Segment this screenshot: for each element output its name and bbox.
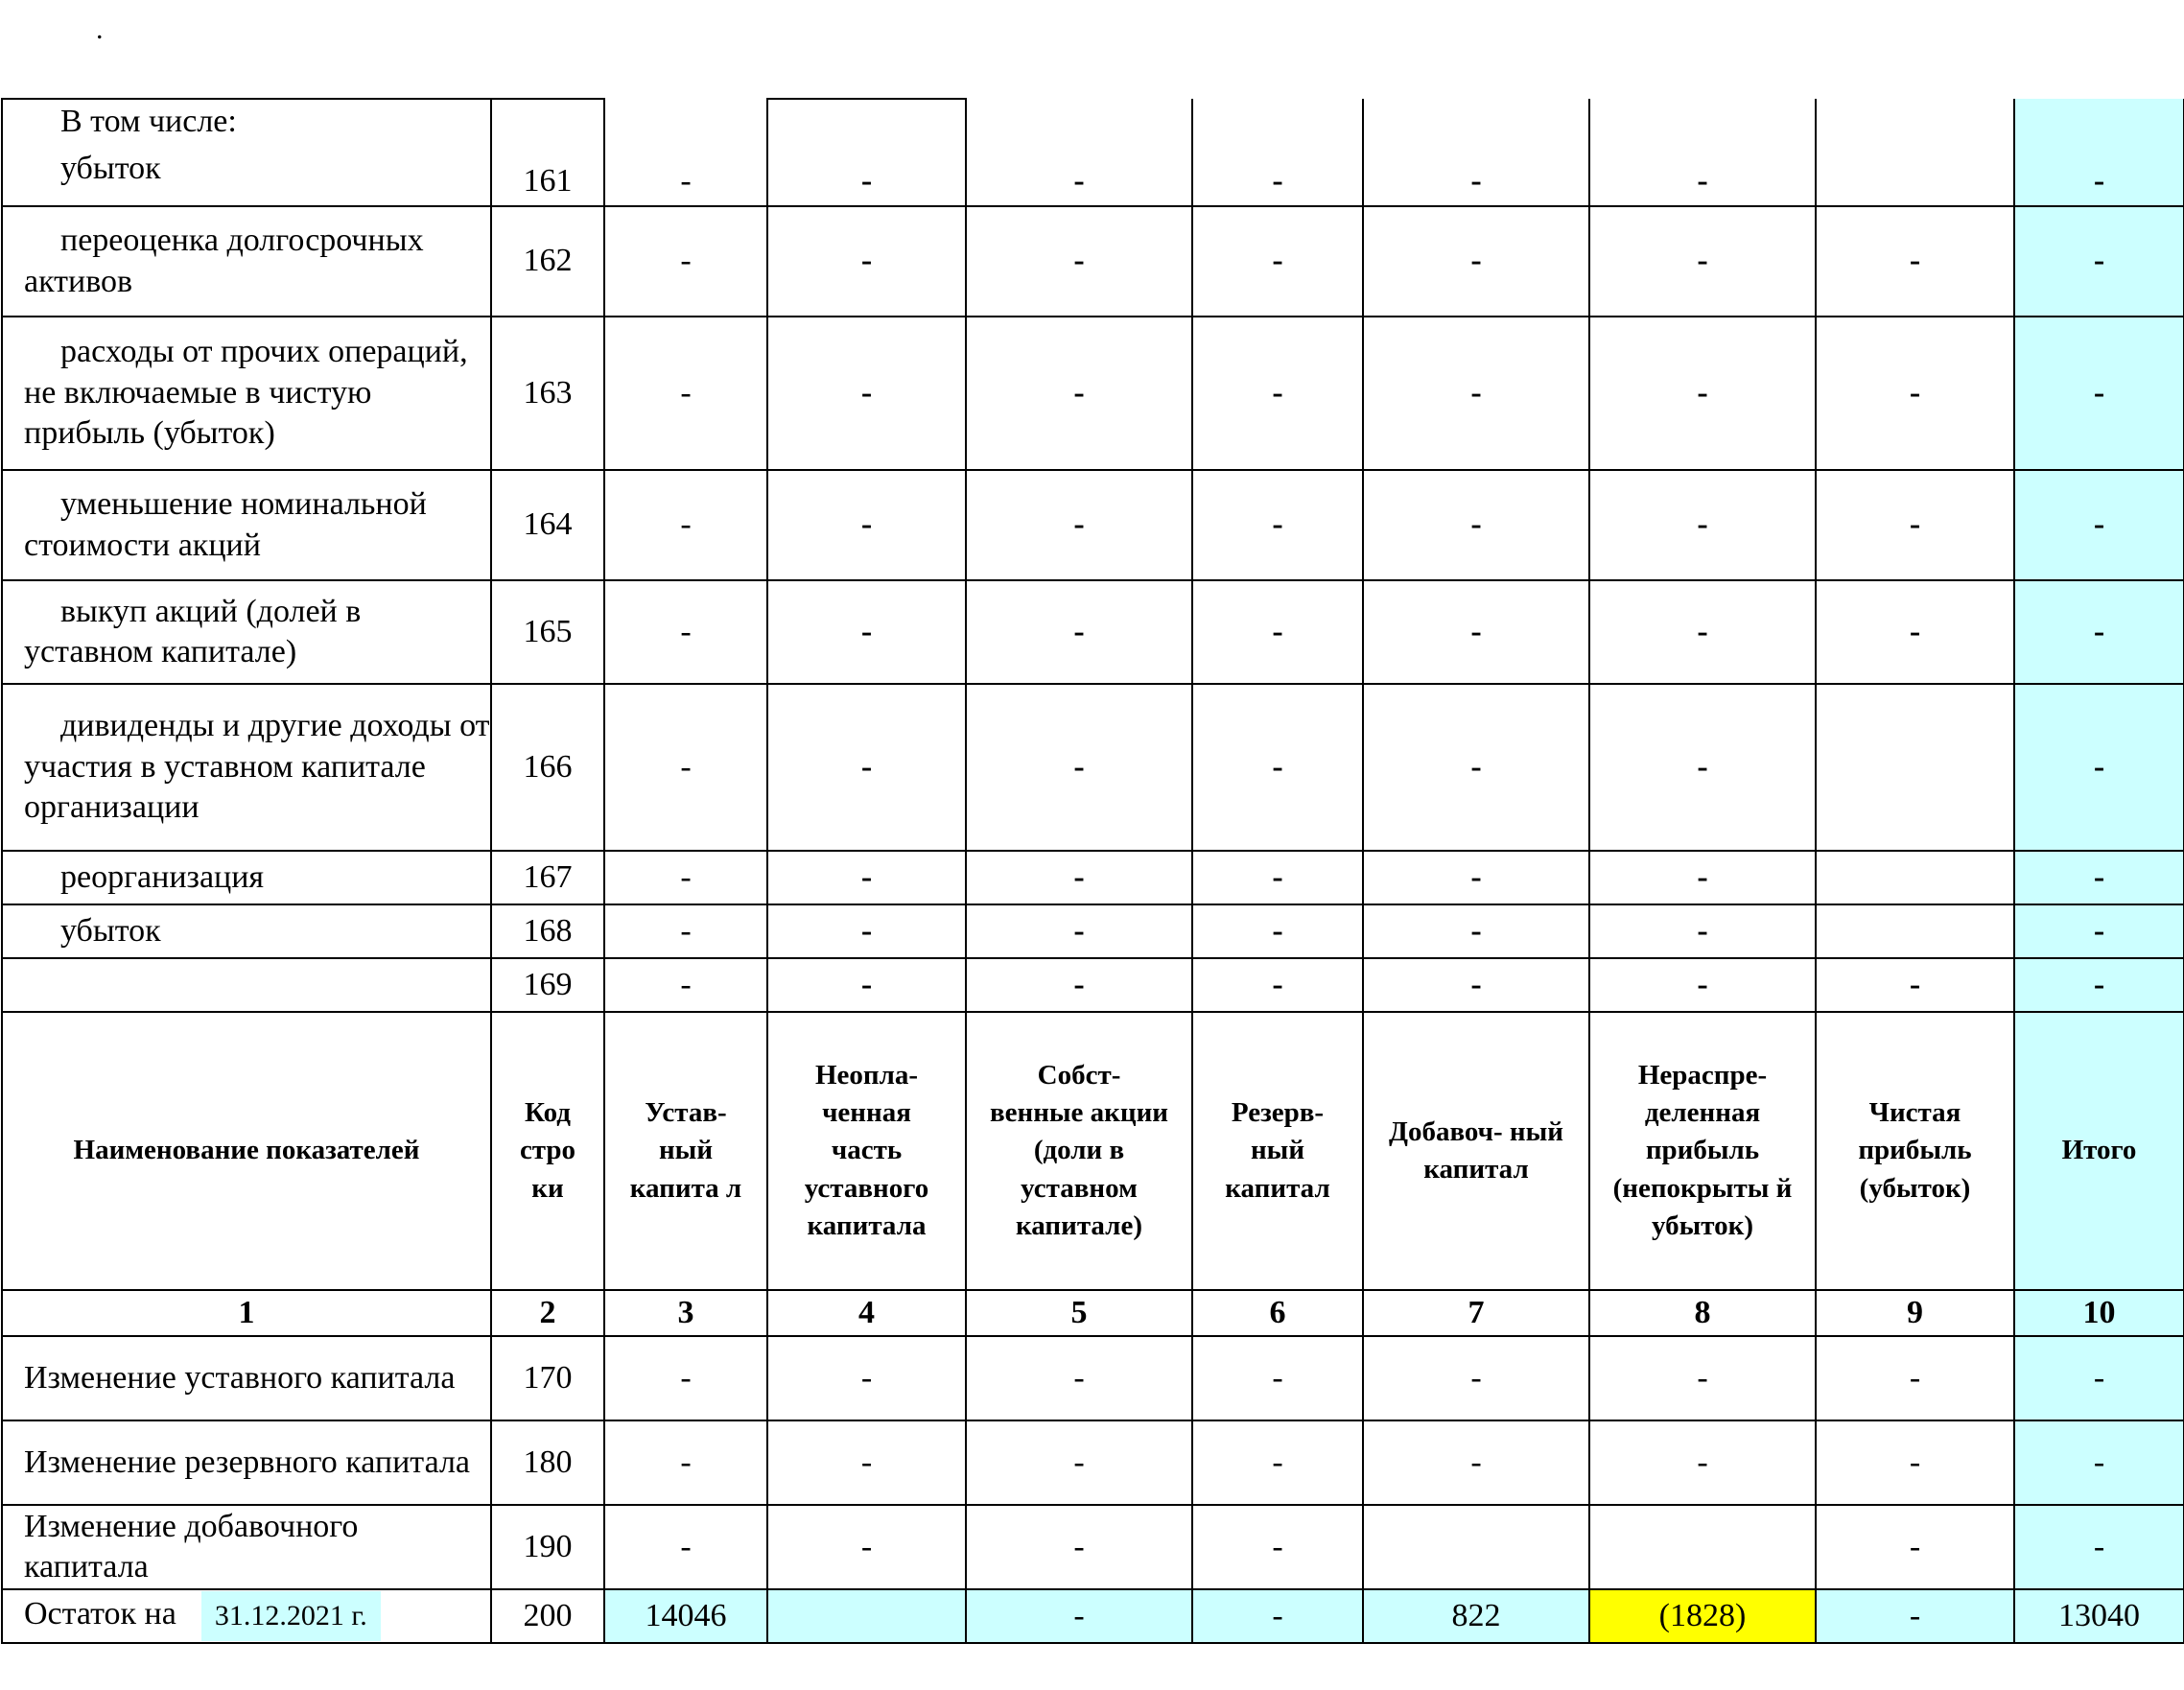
cell-col-10: -	[2014, 206, 2184, 317]
column-number-row	[2, 1290, 2184, 1336]
row-code: 169	[491, 958, 604, 1012]
cell-col-9	[1816, 99, 2014, 206]
cell-col-6: -	[1192, 684, 1363, 851]
cell-col-7: -	[1363, 904, 1589, 958]
cell-col-9: -	[1816, 1505, 2014, 1589]
column-number: 8	[1589, 1290, 1816, 1336]
cell-col-10: -	[2014, 684, 2184, 851]
cell-col-8: -	[1589, 1420, 1816, 1505]
row-label-line: убыток	[60, 150, 161, 186]
cell-col-8: -	[1589, 470, 1816, 580]
row-code: 162	[491, 206, 604, 317]
cell-col-8: -	[1589, 904, 1816, 958]
cell-col-5: -	[966, 470, 1192, 580]
cell-col-8: -	[1589, 206, 1816, 317]
cell-col-10: -	[2014, 470, 2184, 580]
cell-col-5: -	[966, 1336, 1192, 1420]
cell-col-4: -	[767, 99, 966, 206]
cell-col-3: -	[604, 99, 767, 206]
cell-col-7: -	[1363, 958, 1589, 1012]
cell-col-6: -	[1192, 851, 1363, 904]
row-label-text: дивиденды и другие доходы от участия в уставном капитале организации	[24, 708, 490, 826]
table-row	[2, 904, 2184, 958]
header-code: Код стро ки	[491, 1012, 604, 1290]
cell-col-4: -	[767, 1505, 966, 1589]
cell-col-6: -	[1192, 1420, 1363, 1505]
cell-col-9: -	[1816, 1336, 2014, 1420]
row-code: 170	[491, 1336, 604, 1420]
cell-col-5: -	[966, 317, 1192, 470]
row-code: 190	[491, 1505, 604, 1589]
cell-col-5: -	[966, 1589, 1192, 1643]
cell-col-5: -	[966, 1505, 1192, 1589]
row-code: 165	[491, 580, 604, 684]
cell-col-9: -	[1816, 1589, 2014, 1643]
table-row	[2, 206, 2184, 317]
cell-col-3: -	[604, 1505, 767, 1589]
cell-col-4: -	[767, 1336, 966, 1420]
cell-col-7: -	[1363, 1336, 1589, 1420]
cell-col-5: -	[966, 958, 1192, 1012]
cell-col-4: -	[767, 317, 966, 470]
row-label-text: уменьшение номинальной стоимости акций	[24, 486, 427, 563]
cell-col-7: -	[1363, 206, 1589, 317]
cell-col-3: 14046	[604, 1589, 767, 1643]
table-row	[2, 99, 2184, 206]
table-row	[2, 580, 2184, 684]
equity-changes-table	[1, 98, 2184, 1644]
cell-col-6: -	[1192, 1336, 1363, 1420]
cell-col-6: -	[1192, 206, 1363, 317]
row-label	[2, 580, 491, 684]
cell-col-3: -	[604, 1336, 767, 1420]
cell-col-10: -	[2014, 851, 2184, 904]
cell-col-3: -	[604, 580, 767, 684]
table-row	[2, 851, 2184, 904]
cell-col-6: -	[1192, 99, 1363, 206]
cell-col-6: -	[1192, 1589, 1363, 1643]
row-label-text: реорганизация	[60, 858, 265, 895]
row-label	[2, 851, 491, 904]
cell-col-9: -	[1816, 1420, 2014, 1505]
header-c5: Собст- венные акции (доли в уставном капитале)	[966, 1012, 1192, 1290]
cell-col-7: -	[1363, 99, 1589, 206]
cell-col-8: -	[1589, 317, 1816, 470]
cell-col-7: -	[1363, 684, 1589, 851]
cell-col-3: -	[604, 904, 767, 958]
cell-col-9: -	[1816, 470, 2014, 580]
cell-col-6: -	[1192, 317, 1363, 470]
cell-col-7: -	[1363, 317, 1589, 470]
row-label	[2, 470, 491, 580]
cell-col-10: -	[2014, 99, 2184, 206]
cell-col-10: -	[2014, 1505, 2184, 1589]
cell-col-9: -	[1816, 206, 2014, 317]
balance-date: 31.12.2021 г.	[201, 1591, 381, 1641]
cell-col-4: -	[767, 1420, 966, 1505]
table-row	[2, 958, 2184, 1012]
row-code: 167	[491, 851, 604, 904]
row-code: 166	[491, 684, 604, 851]
cell-col-3: -	[604, 958, 767, 1012]
row-code: 164	[491, 470, 604, 580]
cell-col-9: -	[1816, 958, 2014, 1012]
cell-col-9: -	[1816, 317, 2014, 470]
column-number: 3	[604, 1290, 767, 1336]
cell-col-7: -	[1363, 851, 1589, 904]
header-c4: Неопла- ченная часть уставного капитала	[767, 1012, 966, 1290]
column-number: 1	[2, 1290, 491, 1336]
cell-col-3: -	[604, 851, 767, 904]
column-number: 5	[966, 1290, 1192, 1336]
cell-col-7: -	[1363, 470, 1589, 580]
row-code: 163	[491, 317, 604, 470]
cell-col-4: -	[767, 958, 966, 1012]
cell-col-10: -	[2014, 317, 2184, 470]
cell-col-8: (1828)	[1589, 1589, 1816, 1643]
cell-col-5: -	[966, 851, 1192, 904]
row-label-text: переоценка долгосрочных активов	[24, 223, 424, 299]
cell-col-4: -	[767, 580, 966, 684]
cell-col-5: -	[966, 580, 1192, 684]
cell-col-5: -	[966, 1420, 1192, 1505]
table-row	[2, 1505, 2184, 1589]
row-code: 200	[491, 1589, 604, 1643]
header-c8: Нераспре- деленная прибыль (непокрыты й убыток)	[1589, 1012, 1816, 1290]
header-c9: Чистая прибыль (убыток)	[1816, 1012, 2014, 1290]
header-c10: Итого	[2014, 1012, 2184, 1290]
cell-col-3: -	[604, 1420, 767, 1505]
header-name: Наименование показателей	[2, 1012, 491, 1290]
row-label: Изменение добавочного капитала	[2, 1505, 491, 1589]
cell-col-6: -	[1192, 904, 1363, 958]
row-code: 161	[491, 99, 604, 206]
header-row	[2, 1012, 2184, 1290]
cell-col-5: -	[966, 684, 1192, 851]
cell-col-7	[1363, 1505, 1589, 1589]
row-label: Изменение резервного капитала	[2, 1420, 491, 1505]
table-row	[2, 1336, 2184, 1420]
row-code: 168	[491, 904, 604, 958]
header-c6: Резерв- ный капитал	[1192, 1012, 1363, 1290]
cell-col-8: -	[1589, 958, 1816, 1012]
cell-col-8: -	[1589, 684, 1816, 851]
row-label-text: выкуп акций (долей в уставном капитале)	[24, 593, 362, 669]
cell-col-10: -	[2014, 1336, 2184, 1420]
cell-col-10: -	[2014, 958, 2184, 1012]
table-row	[2, 317, 2184, 470]
cell-col-4	[767, 1589, 966, 1643]
header-c7: Добавоч- ный капитал	[1363, 1012, 1589, 1290]
cell-col-3: -	[604, 206, 767, 317]
cell-col-4: -	[767, 904, 966, 958]
row-label	[2, 904, 491, 958]
cell-col-10: -	[2014, 580, 2184, 684]
top-mark: .	[96, 13, 104, 45]
row-label-text: расходы от прочих операций, не включаемые в чистую прибыль (убыток)	[24, 334, 468, 452]
row-label: Изменение уставного капитала	[2, 1336, 491, 1420]
row-label	[2, 206, 491, 317]
cell-col-7: -	[1363, 580, 1589, 684]
cell-col-10: 13040	[2014, 1589, 2184, 1643]
cell-col-8	[1589, 1505, 1816, 1589]
cell-col-10: -	[2014, 904, 2184, 958]
table-row	[2, 684, 2184, 851]
cell-col-3: -	[604, 470, 767, 580]
cell-col-10: -	[2014, 1420, 2184, 1505]
cell-col-6: -	[1192, 580, 1363, 684]
cell-col-5: -	[966, 904, 1192, 958]
cell-col-9	[1816, 904, 2014, 958]
cell-col-9	[1816, 851, 2014, 904]
cell-col-4: -	[767, 684, 966, 851]
cell-col-6: -	[1192, 958, 1363, 1012]
cell-col-8: -	[1589, 99, 1816, 206]
cell-col-3: -	[604, 684, 767, 851]
cell-col-9	[1816, 684, 2014, 851]
cell-col-4: -	[767, 206, 966, 317]
column-number: 9	[1816, 1290, 2014, 1336]
table-row	[2, 470, 2184, 580]
row-label-text: убыток	[60, 912, 161, 949]
row-label	[2, 684, 491, 851]
column-number: 6	[1192, 1290, 1363, 1336]
cell-col-4: -	[767, 470, 966, 580]
row-label	[2, 958, 491, 1012]
cell-col-8: -	[1589, 580, 1816, 684]
balance-row	[2, 1589, 2184, 1643]
cell-col-7: -	[1363, 1420, 1589, 1505]
cell-col-5: -	[966, 206, 1192, 317]
cell-col-5: -	[966, 99, 1192, 206]
cell-col-9: -	[1816, 580, 2014, 684]
row-label	[2, 99, 491, 206]
column-number: 2	[491, 1290, 604, 1336]
column-number: 10	[2014, 1290, 2184, 1336]
row-code: 180	[491, 1420, 604, 1505]
cell-col-8: -	[1589, 851, 1816, 904]
column-number: 7	[1363, 1290, 1589, 1336]
cell-col-4: -	[767, 851, 966, 904]
row-label	[2, 317, 491, 470]
cell-col-7: 822	[1363, 1589, 1589, 1643]
column-number: 4	[767, 1290, 966, 1336]
cell-col-8: -	[1589, 1336, 1816, 1420]
balance-label-cell	[2, 1589, 491, 1643]
balance-label: Остаток на	[24, 1595, 176, 1631]
cell-col-3: -	[604, 317, 767, 470]
cell-col-6: -	[1192, 470, 1363, 580]
cell-col-6: -	[1192, 1505, 1363, 1589]
table-row	[2, 1420, 2184, 1505]
header-c3: Устав- ный капита л	[604, 1012, 767, 1290]
row-label-line: В том числе:	[60, 104, 237, 139]
